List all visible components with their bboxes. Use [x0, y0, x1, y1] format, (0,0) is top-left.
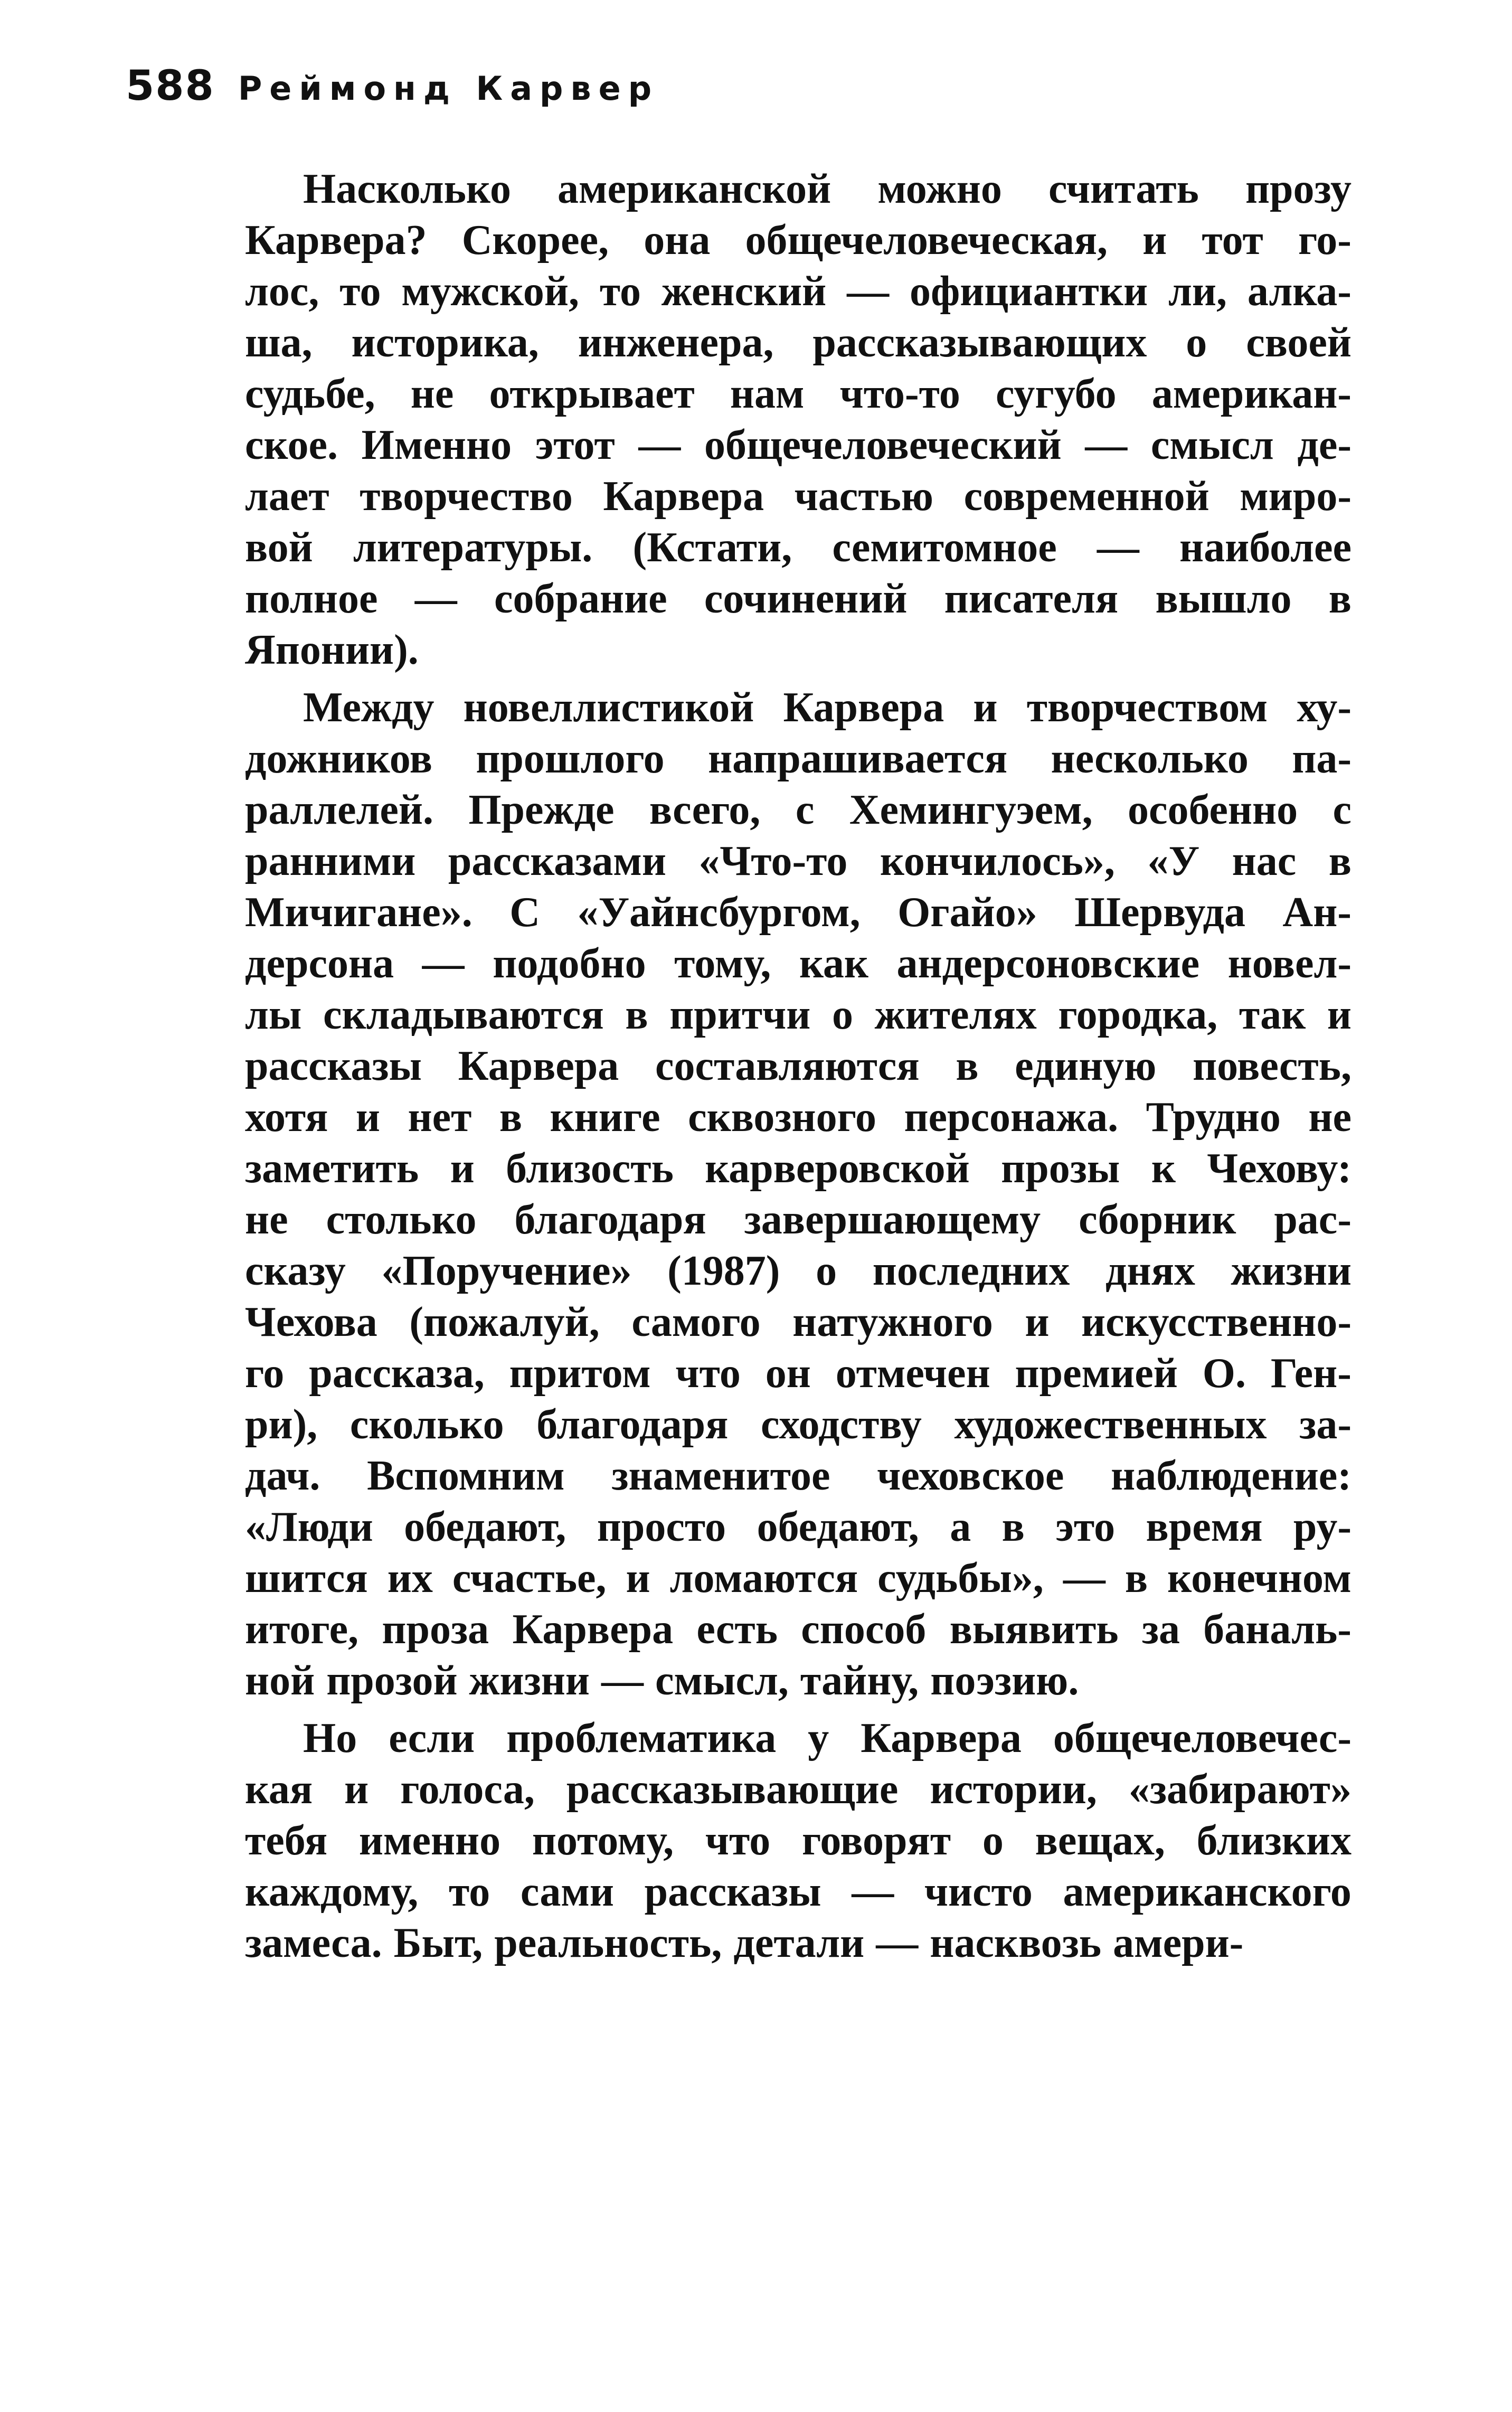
word: «Уайнсбургом, [577, 889, 861, 936]
word: и [1327, 992, 1352, 1038]
word: с [1333, 787, 1352, 833]
word: творчество [360, 473, 573, 520]
word: столько [326, 1196, 477, 1243]
word: О. [1202, 1350, 1246, 1397]
word: единую [1015, 1043, 1157, 1089]
word: о [832, 992, 853, 1038]
word: рассказами [448, 838, 666, 884]
word: Но [303, 1715, 357, 1761]
word: именно [358, 1817, 501, 1864]
word: составляются [655, 1043, 920, 1089]
word: Насколько [303, 166, 511, 212]
word: истории, [930, 1766, 1097, 1813]
word: Карвера [861, 1715, 1022, 1761]
text-line [245, 369, 1352, 420]
word: насквозь [930, 1920, 1102, 1966]
word: ломаются [669, 1555, 858, 1601]
text-line [245, 1143, 1352, 1194]
word: в [1328, 576, 1352, 622]
text-line [245, 1041, 1352, 1092]
word: го [245, 1350, 285, 1397]
word: рассказывающие [566, 1766, 899, 1813]
word: «Люди [245, 1504, 373, 1550]
word: и [355, 1094, 380, 1141]
word: общечеловеческая, [745, 217, 1108, 263]
word: реальность, [494, 1920, 722, 1966]
text-line [245, 1655, 1352, 1707]
word: Карвера [458, 1043, 619, 1089]
word: в [1328, 838, 1352, 884]
word: официантки [909, 268, 1148, 315]
text-line [245, 1604, 1352, 1655]
word: кая [245, 1766, 313, 1813]
word: что-то [839, 371, 960, 417]
word: общечеловеческий [704, 422, 1062, 468]
word: это [1055, 1504, 1116, 1550]
word: женский [661, 268, 827, 315]
word: лос, [245, 268, 319, 315]
text-line [245, 1867, 1352, 1918]
word: Именно [361, 422, 512, 468]
word: семитомное [832, 524, 1057, 571]
word: конечном [1167, 1555, 1352, 1601]
text-line [245, 164, 1352, 215]
word: жизни [469, 1657, 590, 1704]
word: новел- [1227, 940, 1352, 987]
word: проблематика [506, 1715, 777, 1761]
word: итоге, [245, 1606, 359, 1653]
word: ское. [245, 422, 338, 468]
word: обедают, [404, 1504, 566, 1550]
word: вещах, [1035, 1817, 1165, 1864]
word: лы [245, 992, 302, 1038]
paragraph [245, 164, 1352, 676]
word: чисто [924, 1869, 1033, 1915]
text-line [245, 1450, 1352, 1502]
text-line [245, 1348, 1352, 1399]
word: Чехову: [1207, 1145, 1352, 1192]
word: в [1001, 1504, 1025, 1550]
word: всего, [649, 787, 761, 833]
text-line [245, 1553, 1352, 1604]
word: если [389, 1715, 475, 1761]
word: притом [509, 1350, 651, 1397]
word: выявить [949, 1606, 1119, 1653]
text-line [245, 733, 1352, 785]
word: баналь- [1203, 1606, 1352, 1653]
word: счастье, [452, 1555, 607, 1601]
word: Мичигане». [245, 889, 472, 936]
paragraph-gap [245, 1707, 1352, 1713]
word: смысл, [655, 1657, 789, 1704]
word: — [1063, 1555, 1105, 1601]
word: собрание [494, 576, 667, 622]
word: городка, [1058, 992, 1218, 1038]
text-line [245, 522, 1352, 573]
word: смысл [1150, 422, 1274, 468]
text-line [245, 887, 1352, 938]
word: детали [733, 1920, 865, 1966]
word: о [1186, 319, 1207, 366]
word: повесть, [1193, 1043, 1352, 1089]
word: американской [557, 166, 831, 212]
word: — [1085, 422, 1128, 468]
word: рассказы [245, 1043, 422, 1089]
word: благодаря [514, 1196, 706, 1243]
text-line [245, 471, 1352, 522]
word: рассказывающих [812, 319, 1147, 366]
word: а [950, 1504, 971, 1550]
word: сколько [349, 1401, 504, 1448]
word: отмечен [835, 1350, 990, 1397]
word: судьбе, [245, 371, 375, 417]
paragraph [245, 1713, 1352, 1969]
word: за- [1299, 1401, 1352, 1448]
text-line [245, 317, 1352, 369]
word: вой [245, 524, 313, 571]
word: премией [1015, 1350, 1178, 1397]
text-line [245, 1297, 1352, 1348]
word: андерсоновские [896, 940, 1200, 987]
word: потому, [532, 1817, 674, 1864]
word: книге [550, 1094, 660, 1141]
word: обедают, [757, 1504, 919, 1550]
text-line [245, 266, 1352, 317]
word: завершающему [744, 1196, 1041, 1243]
text-line [245, 1502, 1352, 1553]
word: с [795, 787, 815, 833]
word: Японии). [245, 627, 419, 673]
paragraph-gap [245, 676, 1352, 682]
word: просто [597, 1504, 726, 1550]
word: способ [801, 1606, 927, 1653]
word: благодаря [536, 1401, 729, 1448]
word: жизни [1231, 1248, 1352, 1294]
running-head-author: Реймонд Карвер [238, 69, 659, 108]
paragraph [245, 682, 1352, 1707]
word: (пожалуй, [409, 1299, 600, 1345]
word: близких [1196, 1817, 1352, 1864]
word: — [414, 576, 457, 622]
text-line [245, 1092, 1352, 1143]
word: сборник [1079, 1196, 1236, 1243]
text-line [245, 785, 1352, 836]
word: общечеловечес- [1053, 1715, 1352, 1761]
word: нам [730, 371, 805, 417]
word: дерсона [245, 940, 394, 987]
word: сами [520, 1869, 614, 1915]
page-number: 588 [126, 62, 215, 110]
word: прозы [1001, 1145, 1120, 1192]
word: карверовской [705, 1145, 970, 1192]
word: полное [245, 576, 378, 622]
word: — [601, 1657, 644, 1704]
word: открывает [489, 371, 695, 417]
word: голоса, [400, 1766, 535, 1813]
word: раллелей. [245, 787, 433, 833]
word: ху- [1297, 684, 1352, 731]
word: он [765, 1350, 811, 1397]
text-line [245, 1918, 1352, 1969]
word: не [410, 371, 454, 417]
word: так [1239, 992, 1306, 1038]
word: сквозного [688, 1094, 876, 1141]
word: — [1097, 524, 1139, 571]
word: то [599, 268, 641, 315]
word: в [625, 992, 648, 1038]
text-line [245, 938, 1352, 990]
word: в [499, 1094, 523, 1141]
word: как [799, 940, 868, 987]
word: самого [631, 1299, 761, 1345]
word: тот [1202, 217, 1263, 263]
word: ри), [245, 1401, 318, 1448]
word: Карвера [512, 1606, 674, 1653]
word: литературы. [353, 524, 593, 571]
text-line [245, 1713, 1352, 1764]
word: дач. [245, 1453, 320, 1499]
word: новеллистикой [463, 684, 754, 731]
word: Быт, [393, 1920, 483, 1966]
word: «забирают» [1128, 1766, 1352, 1813]
word: сходству [761, 1401, 922, 1448]
word: американского [1063, 1869, 1352, 1915]
word: — [876, 1920, 919, 1966]
word: жителях [874, 992, 1037, 1038]
word: знаменитое [611, 1453, 830, 1499]
word: этот [535, 422, 615, 468]
word: Прежде [468, 787, 615, 833]
word: своей [1246, 319, 1352, 366]
word: Огайо» [897, 889, 1037, 936]
word: напрашивается [708, 736, 1008, 782]
word: особенно [1127, 787, 1298, 833]
word: что [705, 1817, 771, 1864]
word: тому, [674, 940, 771, 987]
text-line [245, 1815, 1352, 1867]
word: американ- [1151, 371, 1352, 417]
text-line [245, 215, 1352, 266]
word: амери- [1113, 1920, 1244, 1966]
word: ли, [1168, 268, 1227, 315]
text-line [245, 573, 1352, 625]
word: можно [877, 166, 1002, 212]
word: подобно [493, 940, 646, 987]
text-line [245, 1399, 1352, 1450]
word: и [344, 1766, 369, 1813]
word: хотя [245, 1094, 328, 1141]
word: наиболее [1179, 524, 1352, 571]
word: го- [1298, 217, 1352, 263]
word: инженера, [578, 319, 774, 366]
text-line [245, 990, 1352, 1041]
word: и [1025, 1299, 1050, 1345]
word: — [638, 422, 681, 468]
word: что [675, 1350, 741, 1397]
word: то [448, 1869, 490, 1915]
word: художественных [954, 1401, 1267, 1448]
word: о [982, 1817, 1004, 1864]
word: Ген- [1270, 1350, 1352, 1397]
word: персонажа. [904, 1094, 1119, 1141]
word: и [626, 1555, 650, 1601]
word: притчи [669, 992, 811, 1038]
word: Хемингуэем, [849, 787, 1093, 833]
word: Карвера [783, 684, 944, 731]
word: (Кстати, [632, 524, 792, 571]
word: Чехова [245, 1299, 377, 1345]
body-text [245, 164, 1352, 1969]
word: чеховское [877, 1453, 1064, 1499]
word: Карвера [603, 473, 764, 520]
word: Скорее, [461, 217, 609, 263]
text-line [245, 625, 1352, 676]
word: Ан- [1282, 889, 1352, 936]
word: «У [1147, 838, 1200, 884]
word: писателя [944, 576, 1119, 622]
word: есть [696, 1606, 778, 1653]
word: не [1308, 1094, 1352, 1141]
word: проза [382, 1606, 489, 1653]
word: нас [1232, 838, 1297, 884]
word: ру- [1293, 1504, 1352, 1550]
word: сочинений [704, 576, 908, 622]
word: (1987) [667, 1248, 780, 1294]
word: и [450, 1145, 475, 1192]
word: время [1146, 1504, 1263, 1550]
word: поэзию. [930, 1657, 1079, 1704]
word: вышло [1155, 576, 1292, 622]
word: в [1124, 1555, 1148, 1601]
word: сугубо [995, 371, 1117, 417]
word: к [1151, 1145, 1176, 1192]
word: складываются [323, 992, 604, 1038]
word: последних [872, 1248, 1070, 1294]
text-line [245, 1246, 1352, 1297]
word: современной [963, 473, 1209, 520]
word: дожников [245, 736, 432, 782]
word: нет [408, 1094, 472, 1141]
text-line [245, 1764, 1352, 1815]
text-line [245, 836, 1352, 887]
word: сказу [245, 1248, 346, 1294]
word: и [973, 684, 998, 731]
text-line [245, 682, 1352, 733]
word: «Что-то [698, 838, 848, 884]
word: — [422, 940, 465, 987]
word: о [816, 1248, 837, 1294]
word: тебя [245, 1817, 328, 1864]
word: в [956, 1043, 979, 1089]
word: замеса. [245, 1920, 382, 1966]
word: рассказы [644, 1869, 821, 1915]
word: натужного [792, 1299, 993, 1345]
word: шится [245, 1555, 368, 1601]
page-header [126, 62, 659, 110]
word: Вспомним [367, 1453, 565, 1499]
word: рас- [1274, 1196, 1352, 1243]
word: судьбы», [877, 1555, 1044, 1601]
word: лает [245, 473, 329, 520]
word: и [1142, 217, 1167, 263]
word: ной [245, 1657, 315, 1704]
word: то [339, 268, 381, 315]
word: Трудно [1146, 1094, 1281, 1141]
word: миро- [1240, 473, 1352, 520]
word: частью [794, 473, 934, 520]
word: творчеством [1026, 684, 1268, 731]
word: алка- [1247, 268, 1352, 315]
word: каждому, [245, 1869, 419, 1915]
word: их [387, 1555, 433, 1601]
word: говорят [802, 1817, 951, 1864]
word: ранними [245, 838, 416, 884]
word: днях [1105, 1248, 1195, 1294]
word: прозой [326, 1657, 458, 1704]
word: у [808, 1715, 829, 1761]
word: Карвера? [245, 217, 427, 263]
word: кончилось», [880, 838, 1115, 884]
word: за [1141, 1606, 1180, 1653]
word: наблюдение: [1111, 1453, 1352, 1499]
word: прошлого [476, 736, 665, 782]
word: считать [1048, 166, 1199, 212]
word: искусственно- [1081, 1299, 1352, 1345]
word: — [852, 1869, 894, 1915]
word: прозу [1245, 166, 1352, 212]
word: рассказа, [309, 1350, 485, 1397]
word: близость [506, 1145, 674, 1192]
text-line [245, 1194, 1352, 1246]
word: заметить [245, 1145, 419, 1192]
word: де- [1297, 422, 1352, 468]
word: Между [303, 684, 434, 731]
word: не [245, 1196, 288, 1243]
text-line [245, 420, 1352, 471]
word: она [644, 217, 711, 263]
word: «Поручение» [381, 1248, 632, 1294]
word: тайну, [800, 1657, 919, 1704]
word: историка, [351, 319, 539, 366]
word: несколько [1051, 736, 1249, 782]
word: мужской, [401, 268, 579, 315]
word: ша, [245, 319, 313, 366]
word: па- [1292, 736, 1352, 782]
word: Шервуда [1074, 889, 1245, 936]
word: С [509, 889, 540, 936]
word: — [847, 268, 890, 315]
